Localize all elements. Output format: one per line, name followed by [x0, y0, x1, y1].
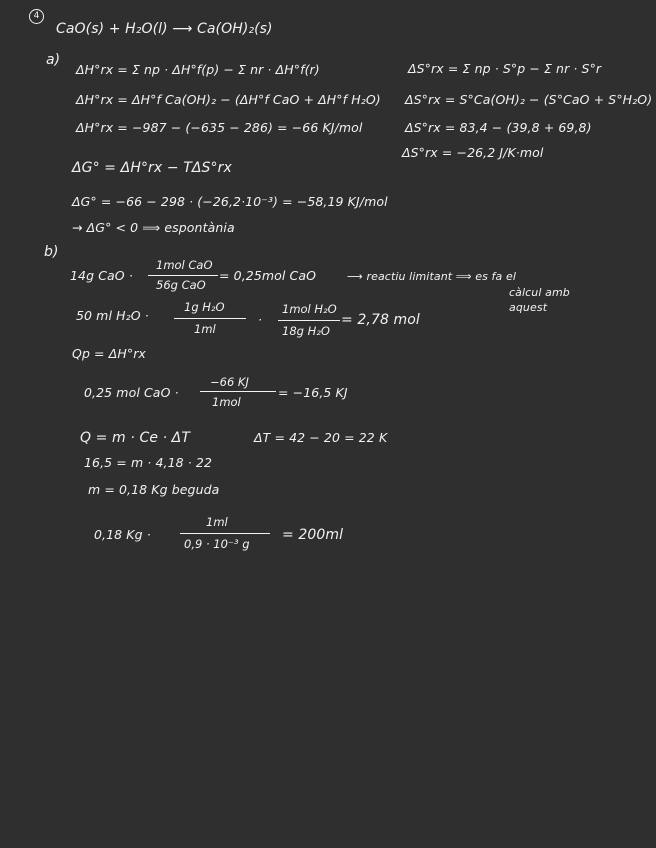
water-volume: 50 ml H₂O ·: [76, 308, 149, 323]
gibbs-value: ΔG° = −66 − 298 · (−26,2·10⁻³) = −58,19 KJ/mol: [72, 194, 388, 209]
water-molar-numerator: 1mol H₂O: [282, 302, 337, 316]
entropy-formula: ΔS°rx = Σ np · S°p − Σ nr · S°r: [408, 61, 602, 76]
limiting-reagent-note: ⟶ reactiu limitant ⟹ es fa el: [347, 270, 516, 283]
entropy-substitution: ΔS°rx = S°Ca(OH)₂ − (S°CaO + S°H₂O): [405, 92, 653, 107]
entropy-calculation: ΔS°rx = 83,4 − (39,8 + 69,8): [405, 120, 592, 135]
heat-fraction-numerator: −66 KJ: [210, 375, 249, 389]
spontaneity-conclusion: → ΔG° < 0 ⟹ espontània: [72, 220, 235, 235]
problem-number: 4: [29, 9, 44, 24]
heat-substitution: 16,5 = m · 4,18 · 22: [84, 455, 213, 470]
volume-result: = 200ml: [282, 527, 344, 543]
water-density-numerator: 1g H₂O: [184, 300, 225, 314]
water-molar-bar: [278, 320, 340, 321]
cao-fraction-bar: [148, 275, 218, 276]
cao-moles-result: = 0,25mol CaO: [219, 268, 317, 283]
heat-formula: Q = m · Ce · ΔT: [80, 430, 191, 446]
multiply-dot: ·: [258, 312, 263, 327]
gibbs-formula: ΔG° = ΔH°rx − TΔS°rx: [72, 160, 232, 176]
enthalpy-formula: ΔH°rx = Σ np · ΔH°f(p) − Σ nr · ΔH°f(r): [76, 62, 320, 77]
part-a-label: a): [46, 52, 61, 68]
cao-fraction-numerator: 1mol CaO: [156, 258, 213, 272]
water-density-bar: [174, 318, 246, 319]
heat-result: = −16,5 KJ: [278, 385, 348, 400]
limiting-reagent-note-line2: càlcul amb: [509, 286, 570, 299]
entropy-value: ΔS°rx = −26,2 J/K·mol: [402, 145, 544, 160]
cao-fraction-denominator: 56g CaO: [156, 278, 206, 292]
reaction-equation: CaO(s) + H₂O(l) ⟶ Ca(OH)₂(s): [56, 21, 273, 37]
limiting-reagent-note-line3: aquest: [509, 301, 548, 314]
volume-calc-lhs: 0,18 Kg ·: [94, 527, 151, 542]
water-molar-denominator: 18g H₂O: [282, 324, 330, 338]
heat-fraction-bar: [200, 391, 276, 392]
enthalpy-substitution: ΔH°rx = ΔH°f Ca(OH)₂ − (ΔH°f CaO + ΔH°f H₂O): [76, 92, 381, 107]
heat-fraction-denominator: 1mol: [212, 395, 241, 409]
cao-mass: 14g CaO ·: [70, 268, 133, 283]
water-density-denominator: 1ml: [194, 322, 216, 336]
drink-mass: m = 0,18 Kg beguda: [88, 482, 220, 497]
temperature-change: ΔT = 42 − 20 = 22 K: [254, 430, 388, 445]
water-moles-result: = 2,78 mol: [341, 312, 420, 328]
qp-equals-enthalpy: Qp = ΔH°rx: [72, 346, 146, 361]
part-b-label: b): [44, 244, 59, 260]
enthalpy-value: ΔH°rx = −987 − (−635 − 286) = −66 KJ/mol: [76, 120, 363, 135]
volume-fraction-numerator: 1ml: [206, 515, 228, 529]
volume-fraction-denominator: 0,9 · 10⁻³ g: [184, 537, 250, 551]
heat-calc-lhs: 0,25 mol CaO ·: [84, 385, 179, 400]
volume-fraction-bar: [180, 533, 270, 534]
